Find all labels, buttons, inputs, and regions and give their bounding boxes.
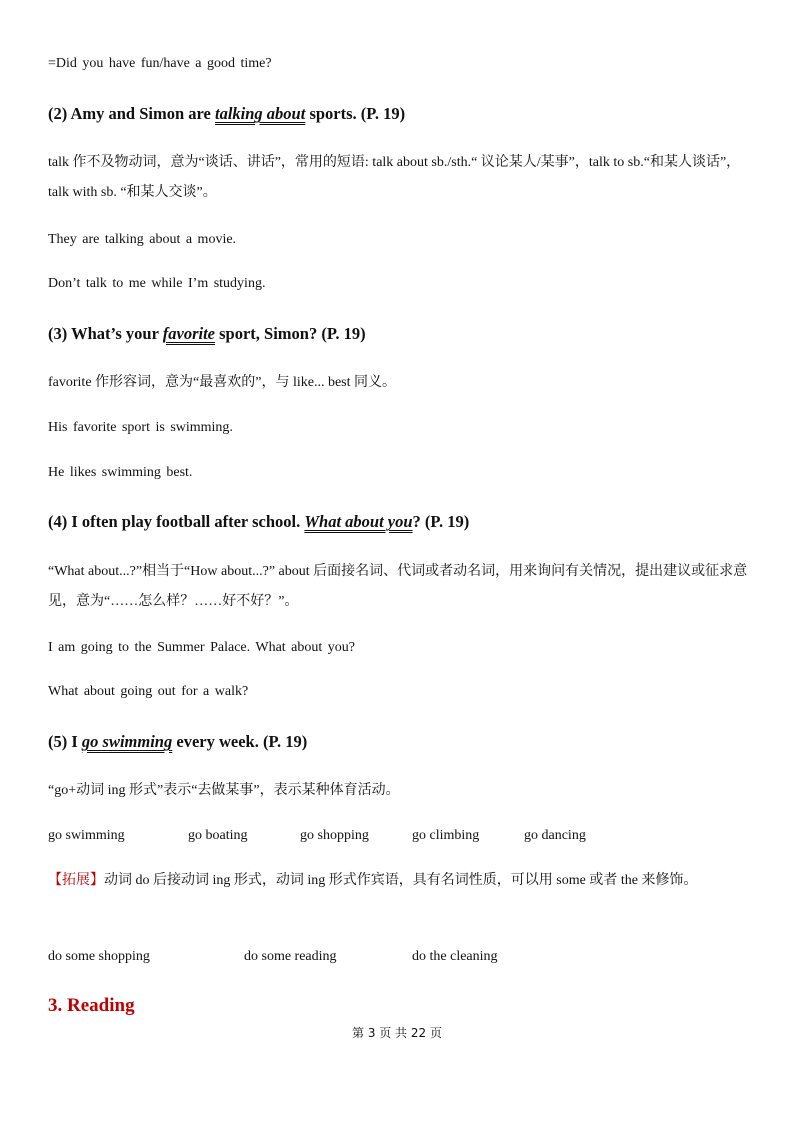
heading-text: (5) I: [48, 732, 82, 751]
list-item: do some shopping: [48, 949, 150, 964]
heading-text: (2) Amy and Simon are: [48, 104, 215, 123]
section-title: 3. Reading: [48, 995, 135, 1016]
heading-text: every week. (P. 19): [172, 732, 308, 751]
list-item: go climbing: [412, 828, 480, 843]
heading-text: ? (P. 19): [412, 512, 470, 531]
example-line: He likes swimming best.: [48, 465, 193, 480]
heading-text: (4) I often play football after school.: [48, 512, 305, 531]
explanation-3: favorite 作形容词，意为“最喜欢的”，与 like... best 同义。: [48, 375, 397, 390]
heading-5: [48, 727, 748, 757]
page-footer: 第 3 页 共 22 页: [352, 1026, 442, 1040]
list-item: do some reading: [244, 949, 337, 964]
heading-2: [48, 99, 748, 129]
heading-highlight: go swimming: [81, 732, 173, 751]
example-line: =Did you have fun/have a good time?: [48, 56, 272, 71]
list-item: go swimming: [48, 828, 125, 843]
heading-text: sport, Simon? (P. 19): [214, 324, 366, 343]
list-item: go shopping: [300, 828, 369, 843]
extension-tag: 【拓展】: [48, 873, 104, 888]
explanation-5: “go+动词 ing 形式”表示“去做某事”，表示某种体育活动。: [48, 783, 400, 798]
heading-3: [48, 319, 748, 349]
heading-highlight: favorite: [162, 324, 215, 343]
example-line: Don’t talk to me while I’m studying.: [48, 276, 266, 291]
example-line: They are talking about a movie.: [48, 232, 237, 247]
example-line: I am going to the Summer Palace. What about you?: [48, 640, 356, 655]
example-line: His favorite sport is swimming.: [48, 420, 233, 435]
explanation-4: “What about...?”相当于“How about...?” about 后面接名词、代词或者动名词，用来询问有关情况，提出建议或征求意见，意为“……怎么样？……好不好？”。: [48, 564, 748, 609]
example-line: What about going out for a walk?: [48, 684, 249, 699]
extension-note: [48, 866, 748, 896]
list-item: do the cleaning: [412, 949, 498, 964]
heading-highlight: What about you: [304, 512, 413, 531]
do-phrase-list: [48, 942, 748, 972]
go-phrase-list: [48, 821, 748, 851]
heading-text: sports. (P. 19): [305, 104, 406, 123]
heading-4: [48, 507, 748, 537]
explanation-2: talk 作不及物动词，意为“谈话、讲话”，常用的短语: talk about sb./sth.“ 议论某人/某事”，talk to sb.“和某人谈话”，talk with sb. “和某人交谈”。: [48, 155, 741, 200]
heading-text: (3) What’s your: [48, 324, 163, 343]
heading-highlight: talking about: [215, 104, 306, 123]
extension-text: 动词 do 后接动词 ing 形式，动词 ing 形式作宾语，具有名词性质，可以用 some 或者 the 来修饰。: [104, 873, 698, 888]
list-item: go boating: [188, 828, 248, 843]
list-item: go dancing: [524, 828, 586, 843]
